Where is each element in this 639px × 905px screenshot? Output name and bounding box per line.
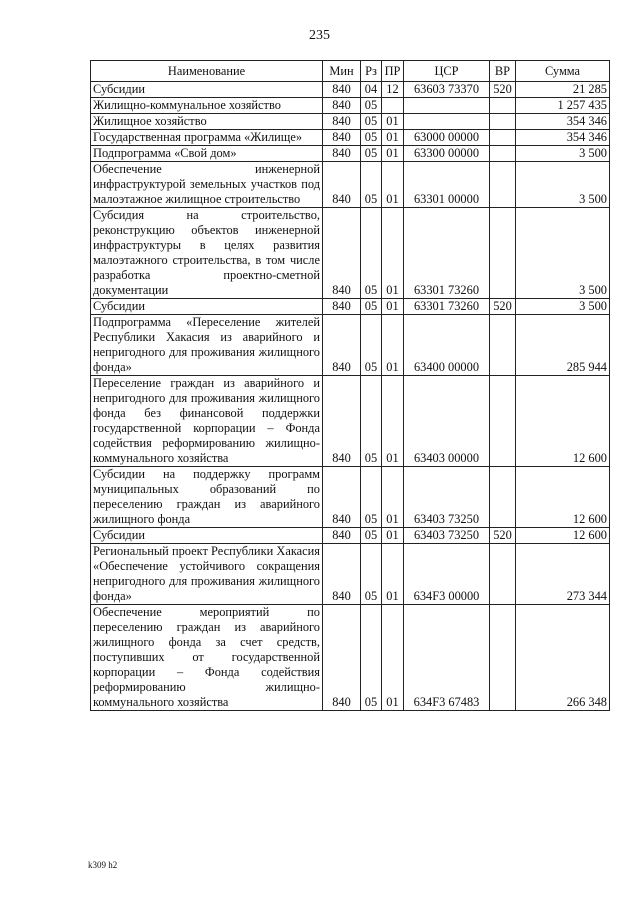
table-row <box>91 82 610 98</box>
cell-sum: 21 285 <box>516 82 610 98</box>
header-min: Мин <box>323 61 361 82</box>
cell-min: 840 <box>323 605 361 711</box>
cell-sum: 12 600 <box>516 467 610 528</box>
table-row <box>91 130 610 146</box>
cell-csr: 63300 00000 <box>404 146 490 162</box>
table-row <box>91 98 610 114</box>
cell-csr <box>404 114 490 130</box>
cell-pr: 01 <box>382 544 404 605</box>
cell-csr: 63403 73250 <box>404 528 490 544</box>
budget-table <box>90 60 610 711</box>
cell-rz: 05 <box>361 376 382 467</box>
cell-vr <box>490 98 516 114</box>
cell-name: Подпрограмма «Переселение жителей Республики Хакасия из аварийного и непригодного для проживания жилищного фонда» <box>91 315 323 376</box>
cell-sum: 273 344 <box>516 544 610 605</box>
cell-min: 840 <box>323 467 361 528</box>
table-body <box>91 82 610 711</box>
cell-sum: 266 348 <box>516 605 610 711</box>
cell-vr: 520 <box>490 82 516 98</box>
cell-name: Субсидия на строительство, реконструкцию объектов инженерной инфраструктуры в целях развития малоэтажного строительства, в том числе разработка проектно-сметной документации <box>91 208 323 299</box>
cell-vr <box>490 208 516 299</box>
table-row <box>91 528 610 544</box>
cell-pr <box>382 98 404 114</box>
cell-name: Субсидии <box>91 528 323 544</box>
cell-min: 840 <box>323 528 361 544</box>
cell-rz: 05 <box>361 544 382 605</box>
cell-rz: 05 <box>361 467 382 528</box>
cell-csr <box>404 98 490 114</box>
cell-rz: 05 <box>361 528 382 544</box>
cell-pr: 01 <box>382 528 404 544</box>
table-row <box>91 315 610 376</box>
cell-name: Обеспечение инженерной инфраструктурой земельных участков под малоэтажное жилищное строительство <box>91 162 323 208</box>
cell-pr: 01 <box>382 114 404 130</box>
cell-pr: 01 <box>382 467 404 528</box>
table-row <box>91 146 610 162</box>
table-row <box>91 376 610 467</box>
cell-vr <box>490 146 516 162</box>
page-number: 235 <box>309 28 330 43</box>
cell-name: Жилищно-коммунальное хозяйство <box>91 98 323 114</box>
cell-rz: 05 <box>361 98 382 114</box>
cell-vr <box>490 130 516 146</box>
cell-vr <box>490 315 516 376</box>
cell-rz: 05 <box>361 146 382 162</box>
cell-rz: 04 <box>361 82 382 98</box>
cell-min: 840 <box>323 130 361 146</box>
cell-pr: 01 <box>382 162 404 208</box>
cell-sum: 3 500 <box>516 146 610 162</box>
cell-vr <box>490 467 516 528</box>
cell-csr: 63400 00000 <box>404 315 490 376</box>
cell-sum: 3 500 <box>516 208 610 299</box>
cell-sum: 354 346 <box>516 130 610 146</box>
cell-vr: 520 <box>490 528 516 544</box>
cell-rz: 05 <box>361 208 382 299</box>
cell-pr: 01 <box>382 208 404 299</box>
cell-name: Переселение граждан из аварийного и непригодного для проживания жилищного фонда без финансовой поддержки государственной корпорации – Фонда содействия реформированию жилищно-коммунального хозяйства <box>91 376 323 467</box>
cell-vr <box>490 114 516 130</box>
cell-min: 840 <box>323 114 361 130</box>
header-vr: ВР <box>490 61 516 82</box>
cell-sum: 3 500 <box>516 162 610 208</box>
cell-csr: 63000 00000 <box>404 130 490 146</box>
header-name: Наименование <box>91 61 323 82</box>
cell-pr: 01 <box>382 376 404 467</box>
header-csr: ЦСР <box>404 61 490 82</box>
cell-sum: 12 600 <box>516 528 610 544</box>
cell-pr: 01 <box>382 146 404 162</box>
cell-min: 840 <box>323 162 361 208</box>
cell-min: 840 <box>323 146 361 162</box>
header-rz: Рз <box>361 61 382 82</box>
cell-name: Субсидии <box>91 299 323 315</box>
cell-name: Региональный проект Республики Хакасия «Обеспечение устойчивого сокращения непригодного для проживания жилищного фонда» <box>91 544 323 605</box>
cell-sum: 1 257 435 <box>516 98 610 114</box>
cell-min: 840 <box>323 98 361 114</box>
cell-min: 840 <box>323 544 361 605</box>
cell-csr: 63301 73260 <box>404 299 490 315</box>
cell-csr: 63403 73250 <box>404 467 490 528</box>
cell-min: 840 <box>323 299 361 315</box>
cell-rz: 05 <box>361 605 382 711</box>
cell-rz: 05 <box>361 315 382 376</box>
cell-vr <box>490 376 516 467</box>
cell-rz: 05 <box>361 162 382 208</box>
footer-code: k309 h2 <box>88 860 118 870</box>
cell-sum: 3 500 <box>516 299 610 315</box>
cell-name: Жилищное хозяйство <box>91 114 323 130</box>
cell-rz: 05 <box>361 130 382 146</box>
table-row <box>91 605 610 711</box>
cell-pr: 12 <box>382 82 404 98</box>
cell-sum: 354 346 <box>516 114 610 130</box>
cell-pr: 01 <box>382 299 404 315</box>
cell-name: Государственная программа «Жилище» <box>91 130 323 146</box>
cell-sum: 285 944 <box>516 315 610 376</box>
cell-vr <box>490 605 516 711</box>
table-row <box>91 114 610 130</box>
table-row <box>91 467 610 528</box>
cell-name: Субсидии на поддержку программ муниципальных образований по переселению граждан из аварийного жилищного фонда <box>91 467 323 528</box>
cell-csr: 63403 00000 <box>404 376 490 467</box>
cell-rz: 05 <box>361 299 382 315</box>
cell-pr: 01 <box>382 605 404 711</box>
cell-min: 840 <box>323 208 361 299</box>
cell-vr: 520 <box>490 299 516 315</box>
cell-csr: 634F3 67483 <box>404 605 490 711</box>
cell-name: Субсидии <box>91 82 323 98</box>
cell-min: 840 <box>323 82 361 98</box>
cell-pr: 01 <box>382 315 404 376</box>
cell-sum: 12 600 <box>516 376 610 467</box>
table-header-row <box>91 61 610 82</box>
cell-rz: 05 <box>361 114 382 130</box>
cell-csr: 63301 00000 <box>404 162 490 208</box>
cell-min: 840 <box>323 376 361 467</box>
header-sum: Сумма <box>516 61 610 82</box>
cell-pr: 01 <box>382 130 404 146</box>
cell-vr <box>490 544 516 605</box>
cell-name: Обеспечение мероприятий по переселению граждан из аварийного жилищного фонда за счет средств, поступивших от государственной корпорации – Фонда содействия реформированию жилищно-коммунального хозяйства <box>91 605 323 711</box>
table-row <box>91 208 610 299</box>
table-row <box>91 162 610 208</box>
cell-name: Подпрограмма «Свой дом» <box>91 146 323 162</box>
table-row <box>91 544 610 605</box>
cell-min: 840 <box>323 315 361 376</box>
cell-csr: 63603 73370 <box>404 82 490 98</box>
cell-csr: 63301 73260 <box>404 208 490 299</box>
cell-vr <box>490 162 516 208</box>
cell-csr: 634F3 00000 <box>404 544 490 605</box>
header-pr: ПР <box>382 61 404 82</box>
table-row <box>91 299 610 315</box>
